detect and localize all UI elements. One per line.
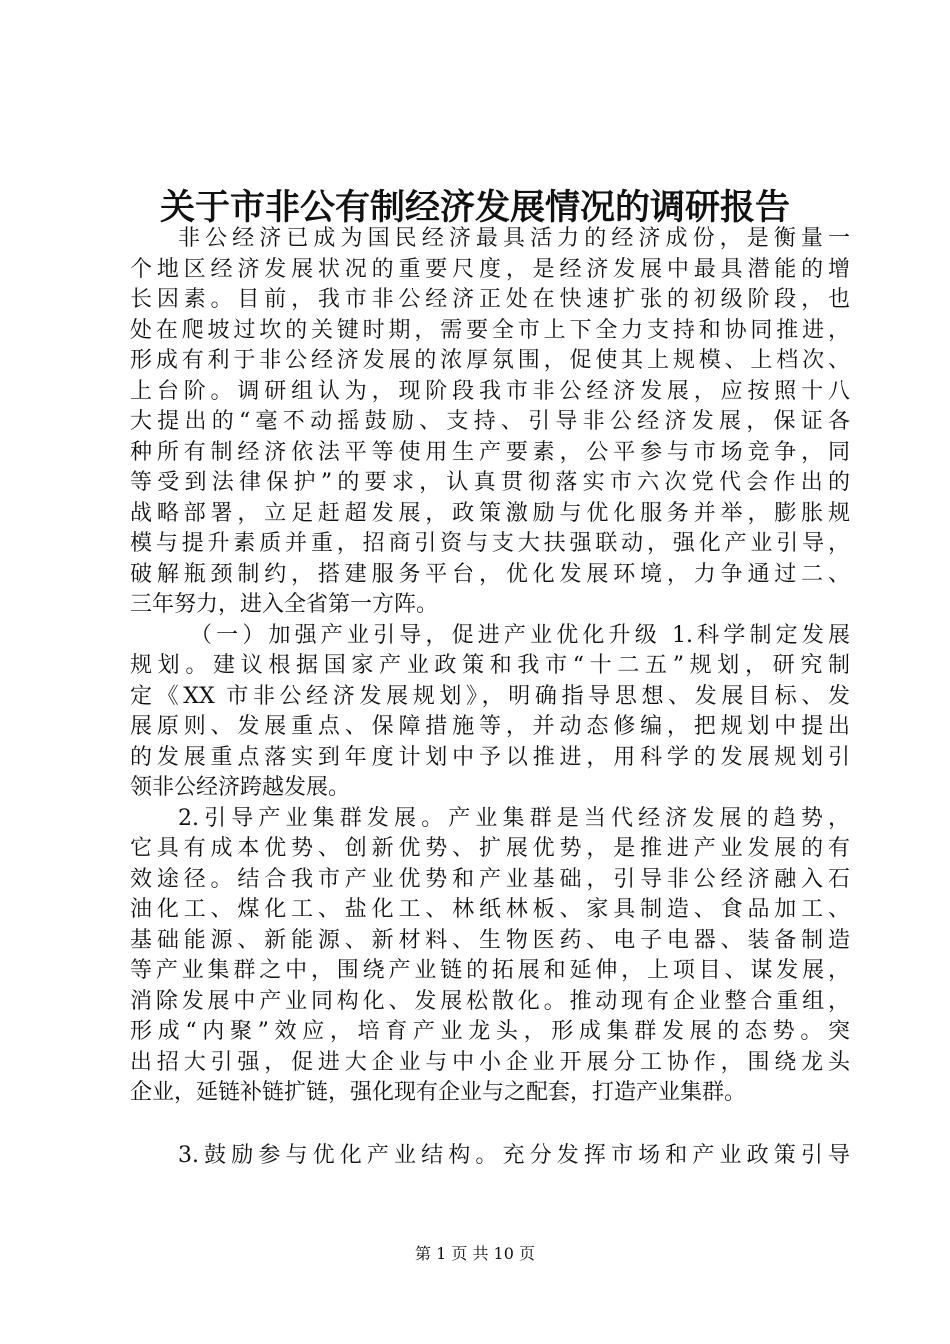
paragraph-line: 出招大引强，促进大企业与中小企业开展分工协作，围绕龙头 <box>130 1049 850 1075</box>
document-body <box>130 224 850 1171</box>
paragraph-line: 等受到法律保护”的要求，认真贯彻落实市六次党代会作出的 <box>130 470 850 495</box>
paragraph-line: 展原则、发展重点、保障措施等，并动态修编，把规划中提出 <box>130 714 850 739</box>
paragraph-line: 企业，延链补链扩链，强化现有企业与之配套，打造产业集群。 <box>130 1080 747 1105</box>
paragraph-line: 它具有成本优势、创新优势、扩展优势，是推进产业发展的有 <box>130 836 850 861</box>
paragraph-line: 战略部署，立足赶超发展，政策激励与优化服务并举，膨胀规 <box>130 500 850 526</box>
paragraph-line: 油化工、煤化工、盐化工、林纸林板、家具制造、食品加工、 <box>130 897 850 922</box>
paragraph-line: 形成有利于非公经济发展的浓厚氛围，促使其上规模、上档次、 <box>130 348 850 373</box>
paragraph-line: 领非公经济跨越发展。 <box>130 775 351 800</box>
paragraph-line: 3.鼓励参与优化产业结构。充分发挥市场和产业政策引导 <box>178 1142 850 1168</box>
paragraph-spacer <box>130 1109 850 1141</box>
paragraph-line: 2.引导产业集群发展。产业集群是当代经济发展的趋势， <box>178 805 850 831</box>
paragraph-line: 种所有制经济依法平等使用生产要素，公平参与市场竞争，同 <box>130 439 850 465</box>
paragraph-line: 上台阶。调研组认为，现阶段我市非公经济发展，应按照十八 <box>130 378 850 404</box>
paragraph-line: 基础能源、新能源、新材料、生物医药、电子电器、装备制造 <box>130 927 850 953</box>
paragraph-line: 个地区经济发展状况的重要尺度，是经济发展中最具潜能的增 <box>130 256 850 282</box>
paragraph-line: 大提出的“毫不动摇鼓励、支持、引导非公经济发展，保证各 <box>130 409 850 434</box>
paragraph-line: 效途径。结合我市产业优势和产业基础，引导非公经济融入石 <box>130 866 850 892</box>
paragraph-line: 长因素。目前，我市非公经济正处在快速扩张的初级阶段，也 <box>130 287 850 312</box>
paragraph-line: 形成“内聚”效应，培育产业龙头，形成集群发展的态势。突 <box>130 1019 850 1044</box>
paragraph-line: 的发展重点落实到年度计划中予以推进，用科学的发展规划引 <box>130 744 850 770</box>
paragraph-line: 模与提升素质并重，招商引资与支大扶强联动，强化产业引导， <box>130 531 850 556</box>
paragraph-line: 非公经济已成为国民经济最具活力的经济成份，是衡量一 <box>178 226 850 251</box>
paragraph-line: 等产业集群之中，围绕产业链的拓展和延伸，上项目、谋发展， <box>130 958 850 983</box>
paragraph-line: 定《XX 市非公经济发展规划》，明确指导思想、发展目标、发 <box>130 683 850 709</box>
paragraph-line: 三年努力，进入全省第一方阵。 <box>130 592 439 617</box>
paragraph-line: 处在爬坡过坎的关键时期，需要全市上下全力支持和协同推进， <box>130 317 850 343</box>
section-heading-line: （一）加强产业引导，促进产业优化升级 1.科学制定发展 <box>190 622 850 648</box>
paragraph-line: 消除发展中产业同构化、发展松散化。推动现有企业整合重组， <box>130 988 850 1014</box>
paragraph-line: 破解瓶颈制约，搭建服务平台，优化发展环境，力争通过二、 <box>130 561 850 587</box>
paragraph-line: 规划。建议根据国家产业政策和我市“十二五”规划，研究制 <box>130 653 850 678</box>
document-title: 关于市非公有制经济发展情况的调研报告 <box>159 187 790 228</box>
page-number: 第 1 页 共 10 页 <box>415 1244 535 1263</box>
